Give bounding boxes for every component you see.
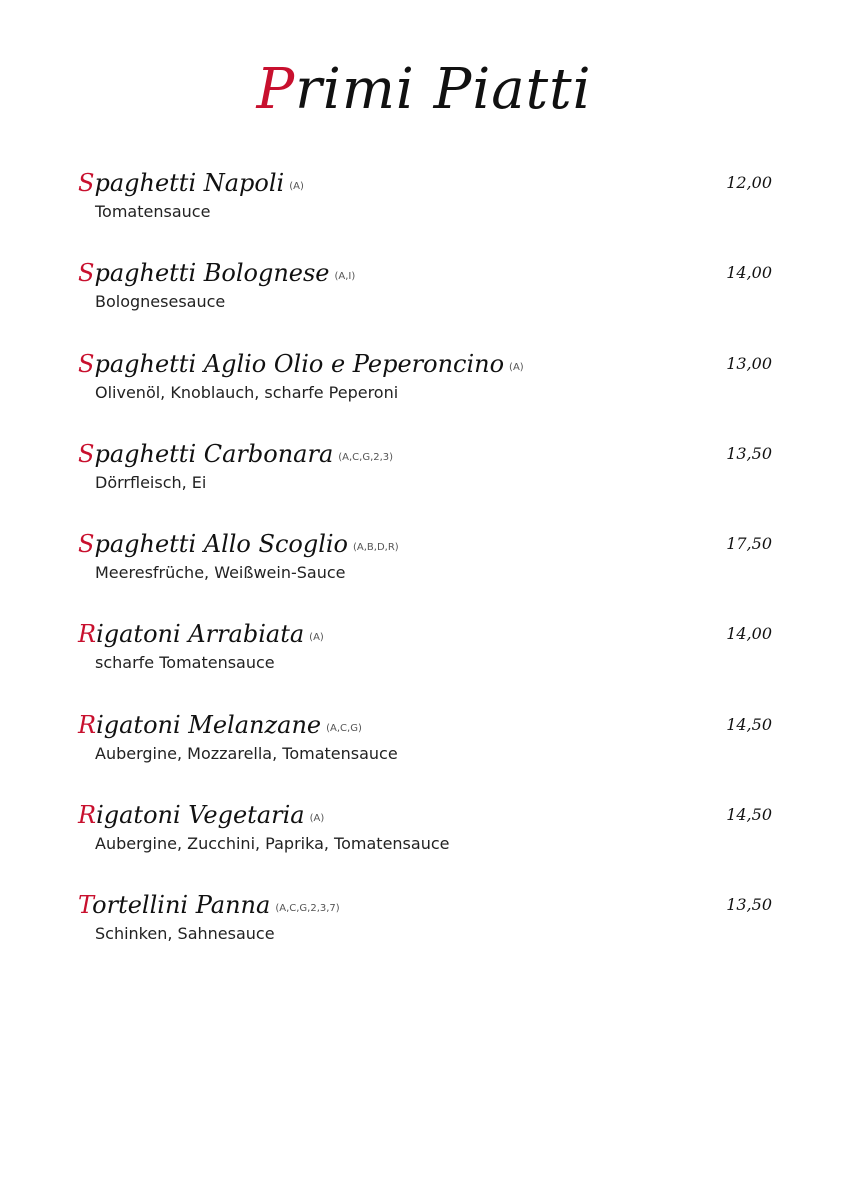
dish-name-rest: paghetti Napoli (94, 169, 285, 197)
dish-name (78, 530, 348, 558)
menu-item (78, 798, 778, 888)
allergen-codes: (A) (309, 813, 325, 825)
menu-item (78, 437, 778, 527)
dish-description: Olivenöl, Knoblauch, scharfe Peperoni (95, 382, 399, 402)
menu-item (78, 347, 778, 437)
dish-name-rest: paghetti Bolognese (94, 259, 330, 288)
dish-line (78, 166, 304, 200)
dish-name (78, 350, 504, 378)
dish-price: 14,50 (726, 714, 772, 734)
dish-line (78, 617, 324, 651)
dish-initial: S (78, 439, 95, 468)
dish-name (78, 801, 305, 829)
dish-name (78, 891, 270, 919)
dish-price: 14,00 (726, 624, 772, 644)
dish-price: 14,00 (726, 263, 772, 283)
dish-line (78, 256, 355, 290)
menu-item (78, 617, 778, 707)
menu-item (78, 166, 778, 256)
dish-line (78, 347, 524, 381)
dish-price: 14,50 (726, 805, 772, 825)
dish-line (78, 888, 340, 922)
dish-initial: T (78, 891, 93, 920)
dish-initial: S (78, 349, 95, 378)
page-title (0, 52, 848, 128)
dish-description: Aubergine, Zucchini, Paprika, Tomatensauce (95, 834, 450, 854)
dish-price: 13,50 (726, 443, 772, 463)
allergen-codes: (A) (509, 361, 524, 373)
dish-initial: S (78, 169, 95, 197)
title-initial: P (256, 57, 296, 122)
allergen-codes: (A,I) (334, 271, 356, 283)
dish-name (78, 259, 330, 287)
dish-name-rest: paghetti Aglio Olio e Peperoncino (94, 349, 505, 378)
dish-description: scharfe Tomatensauce (95, 653, 275, 673)
dish-line (78, 527, 399, 561)
dish-name-rest: paghetti Allo Scoglio (94, 530, 348, 559)
dish-line (78, 798, 324, 832)
dish-name-rest: igatoni Vegetaria (96, 801, 305, 830)
dish-description: Tomatensauce (95, 202, 211, 221)
dish-name (78, 440, 333, 468)
dish-name (78, 711, 321, 739)
dish-price: 12,00 (726, 173, 772, 192)
dish-price: 13,00 (726, 353, 772, 373)
dish-initial: R (78, 801, 97, 830)
dish-initial: S (78, 530, 95, 559)
dish-description: Schinken, Sahnesauce (95, 924, 275, 944)
dish-initial: S (78, 259, 95, 288)
title-rest: rimi Piatti (295, 57, 592, 122)
dish-initial: R (78, 710, 97, 739)
menu-item (78, 708, 778, 798)
dish-price: 17,50 (726, 534, 772, 554)
allergen-codes: (A,C,G,2,3) (338, 451, 394, 463)
dish-line (78, 708, 362, 742)
dish-line (78, 437, 393, 471)
dish-name-rest: igatoni Arrabiata (96, 620, 305, 649)
dish-name (78, 169, 284, 197)
menu-item (78, 256, 778, 346)
allergen-codes: (A,C,G) (326, 722, 362, 734)
allergen-codes: (A,B,D,R) (353, 542, 399, 554)
dish-description: Dörrfleisch, Ei (95, 472, 207, 492)
dish-initial: R (78, 620, 97, 649)
dish-name (78, 620, 304, 648)
allergen-codes: (A) (309, 632, 324, 644)
dish-description: Bolognesesauce (95, 292, 226, 312)
allergen-codes: (A) (289, 181, 304, 192)
menu-item (78, 888, 778, 978)
allergen-codes: (A,C,G,2,3,7) (275, 903, 340, 915)
menu-item (78, 527, 778, 617)
dish-price: 13,50 (726, 895, 772, 915)
dish-name-rest: paghetti Carbonara (94, 439, 334, 468)
dish-name-rest: ortellini Panna (92, 891, 271, 920)
dish-description: Meeresfrüche, Weißwein-Sauce (95, 563, 346, 583)
dish-description: Aubergine, Mozzarella, Tomatensauce (95, 743, 398, 763)
menu-list (78, 166, 778, 979)
dish-name-rest: igatoni Melanzane (96, 710, 322, 739)
